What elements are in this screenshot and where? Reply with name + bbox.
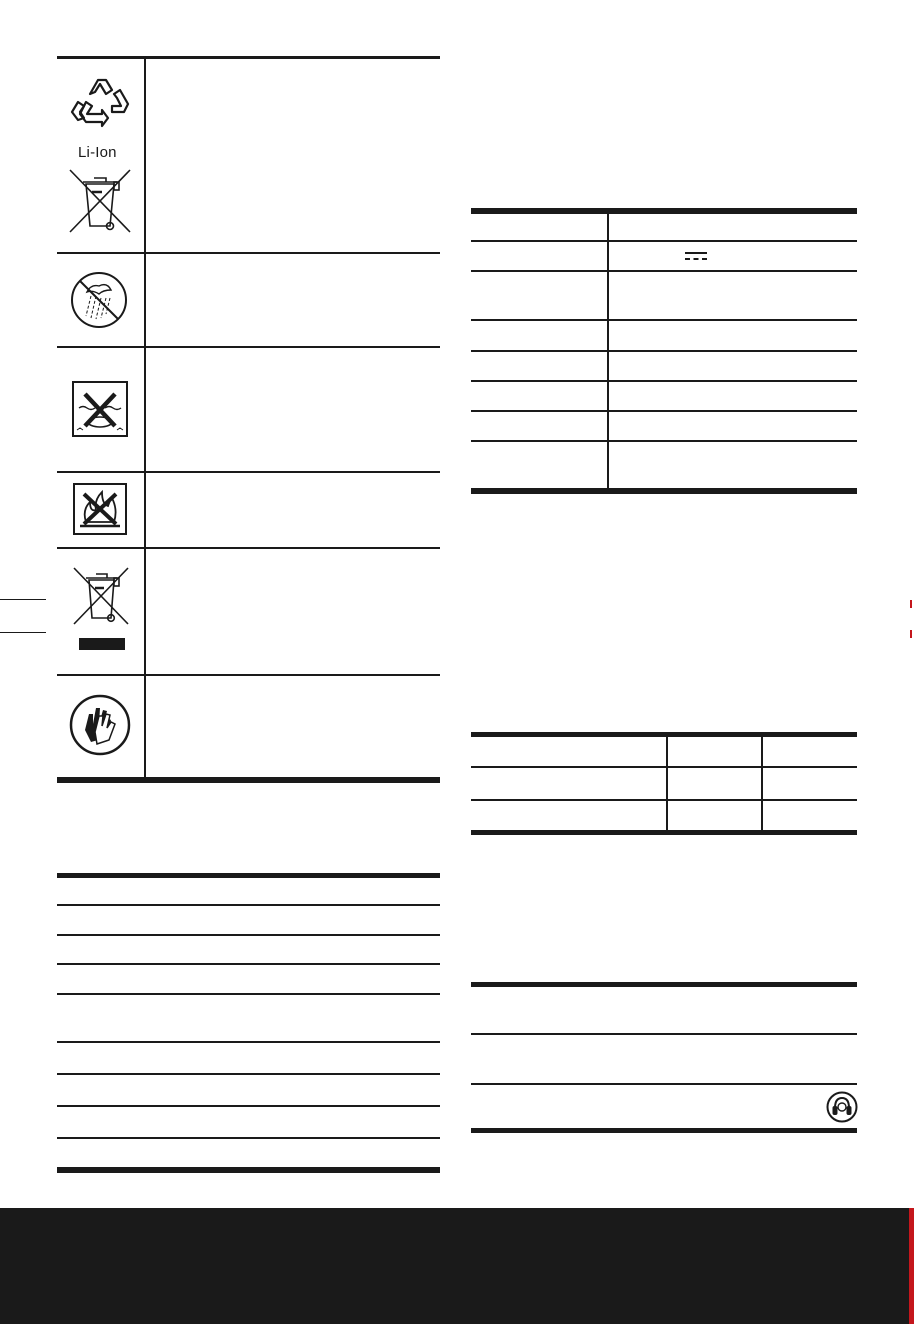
table-top-rule	[57, 56, 440, 59]
row-rule	[471, 1083, 857, 1085]
row-rule	[57, 904, 440, 906]
row-divider	[57, 471, 440, 473]
column-divider	[666, 732, 668, 834]
column-divider	[144, 56, 146, 779]
row-rule	[57, 934, 440, 936]
table-bottom-rule	[57, 1167, 440, 1173]
table-bottom-rule	[57, 777, 440, 783]
table-bottom-rule	[471, 1128, 857, 1133]
dc-current-icon	[684, 250, 708, 262]
table-top-rule	[471, 732, 857, 737]
table-top-rule	[57, 873, 440, 878]
wheelie-bin-crossed-icon	[70, 566, 132, 626]
row-divider	[57, 674, 440, 676]
row-rule	[471, 270, 857, 272]
margin-mark	[910, 630, 912, 638]
wear-gloves-icon	[69, 694, 131, 756]
row-divider	[57, 547, 440, 549]
table-top-rule	[471, 208, 857, 214]
row-rule	[57, 1041, 440, 1043]
table-top-rule	[471, 982, 857, 987]
row-rule	[57, 1073, 440, 1075]
edge-tab	[909, 1208, 914, 1324]
row-rule	[57, 993, 440, 995]
margin-mark	[0, 632, 46, 633]
row-divider	[57, 346, 440, 348]
column-divider	[761, 732, 763, 834]
no-rain-icon	[69, 270, 129, 330]
ear-protection-icon	[826, 1091, 858, 1123]
row-divider	[57, 252, 440, 254]
row-rule	[471, 799, 857, 801]
row-rule	[57, 963, 440, 965]
row-rule	[471, 1033, 857, 1035]
li-ion-label: Li-Ion	[78, 144, 117, 161]
crossed-bin-icon	[66, 168, 134, 236]
table-bottom-rule	[471, 830, 857, 835]
table-bottom-rule	[471, 488, 857, 494]
row-rule	[471, 380, 857, 382]
margin-mark	[0, 599, 46, 600]
row-rule	[471, 410, 857, 412]
footer-band	[0, 1208, 914, 1324]
margin-mark	[910, 600, 912, 608]
row-rule	[57, 1137, 440, 1139]
do-not-burn-icon	[72, 482, 128, 536]
row-rule	[471, 350, 857, 352]
row-rule	[471, 440, 857, 442]
recycle-icon	[66, 70, 134, 140]
separate-collection-bar	[79, 638, 125, 650]
row-rule	[471, 319, 857, 321]
row-rule	[57, 1105, 440, 1107]
row-rule	[471, 766, 857, 768]
row-rule	[471, 240, 857, 242]
do-not-immerse-icon	[71, 380, 129, 438]
